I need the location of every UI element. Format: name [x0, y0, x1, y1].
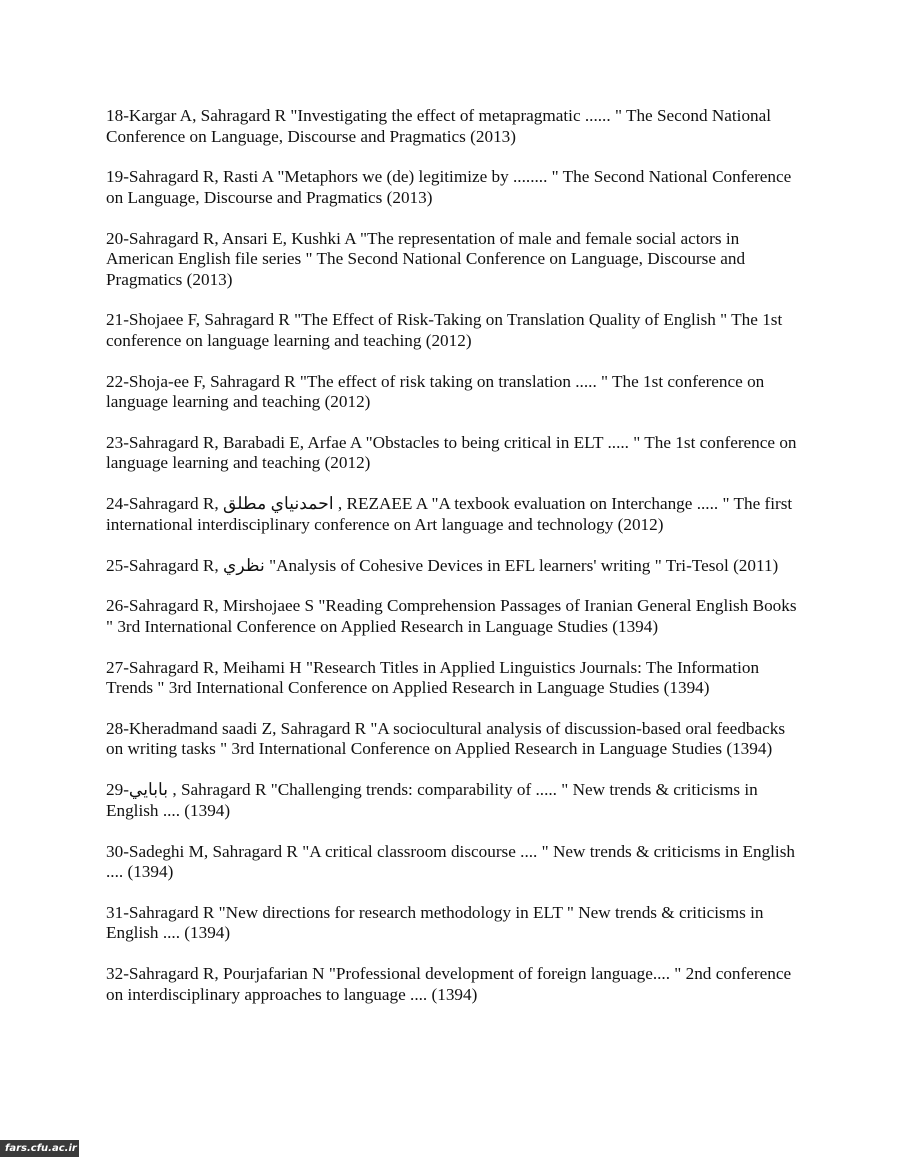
reference-item: 21-Shojaee F, Sahragard R "The Effect of Risk-Taking on Translation Quality of English " The 1st conference on language learning and teaching (2012): [106, 310, 783, 350]
reference-item: 20-Sahragard R, Ansari E, Kushki A "The representation of male and female social actors in American English file series " The Second National Conference on Language, Discourse and Pragmatics (2013): [106, 228, 746, 289]
reference-prefix: 24-Sahragard R,: [106, 494, 223, 514]
reference-item: 31-Sahragard R "New directions for research methodology in ELT " New trends & criticisms in English .... (1394): [106, 902, 764, 943]
reference-item: 28-Kheradmand saadi Z, Sahragard R "A sociocultural analysis of discussion-based oral feedbacks on writing tasks " 3rd International Conference on Applied Research in Language Studies (1394): [106, 718, 786, 759]
reference-suffix: , REZAEE A "A texbook evaluation on Interchange ..... " The first international interdisciplinary conference on Art language and technology (2012): [106, 494, 793, 534]
reference-list: [106, 106, 806, 1025]
reference-item: [106, 494, 806, 535]
reference-prefix: 29-: [106, 780, 129, 800]
reference-item: 22-Shoja-ee F, Sahragard R "The effect of risk taking on translation ..... " The 1st conference on language learning and teaching (2012): [106, 371, 765, 412]
reference-item: 27-Sahragard R, Meihami H "Research Titles in Applied Linguistics Journals: The Information Trends " 3rd International Conference on Applied Research in Language Studies (1394): [106, 657, 760, 698]
persian-author-name: احمدنياي مطلق: [222, 494, 334, 514]
reference-item: [106, 780, 806, 821]
reference-item: 30-Sadeghi M, Sahragard R "A critical classroom discourse .... " New trends & criticisms in English .... (1394): [106, 841, 795, 882]
persian-author-name: نظري: [222, 555, 265, 575]
reference-item: 32-Sahragard R, Pourjafarian N "Professional development of foreign language.... " 2nd conference on interdisciplinary approaches to language .... (1394): [106, 964, 792, 1004]
site-watermark: fars.cfu.ac.ir: [0, 1140, 79, 1157]
persian-author-name: بابايي: [128, 780, 169, 800]
reference-item: [106, 556, 806, 577]
reference-item: 26-Sahragard R, Mirshojaee S "Reading Comprehension Passages of Iranian General English Books " 3rd International Conference on Applied Research in Language Studies (1394): [106, 596, 797, 636]
reference-suffix: , Sahragard R "Challenging trends: comparability of ..... " New trends & criticisms in English .... (1394): [106, 780, 758, 820]
reference-item: 19-Sahragard R, Rasti A "Metaphors we (de) legitimize by ........ " The Second National Conference on Language, Discourse and Pragmatics (2013): [106, 167, 792, 207]
reference-item: 18-Kargar A, Sahragard R "Investigating the effect of metapragmatic ...... " The Second National Conference on Language, Discourse and Pragmatics (2013): [106, 106, 772, 146]
reference-item: 23-Sahragard R, Barabadi E, Arfae A "Obstacles to being critical in ELT ..... " The 1st conference on language learning and teaching (2012): [106, 432, 797, 473]
reference-prefix: 25-Sahragard R,: [106, 555, 223, 575]
reference-suffix: "Analysis of Cohesive Devices in EFL learners' writing " Tri-Tesol (2011): [264, 555, 779, 575]
